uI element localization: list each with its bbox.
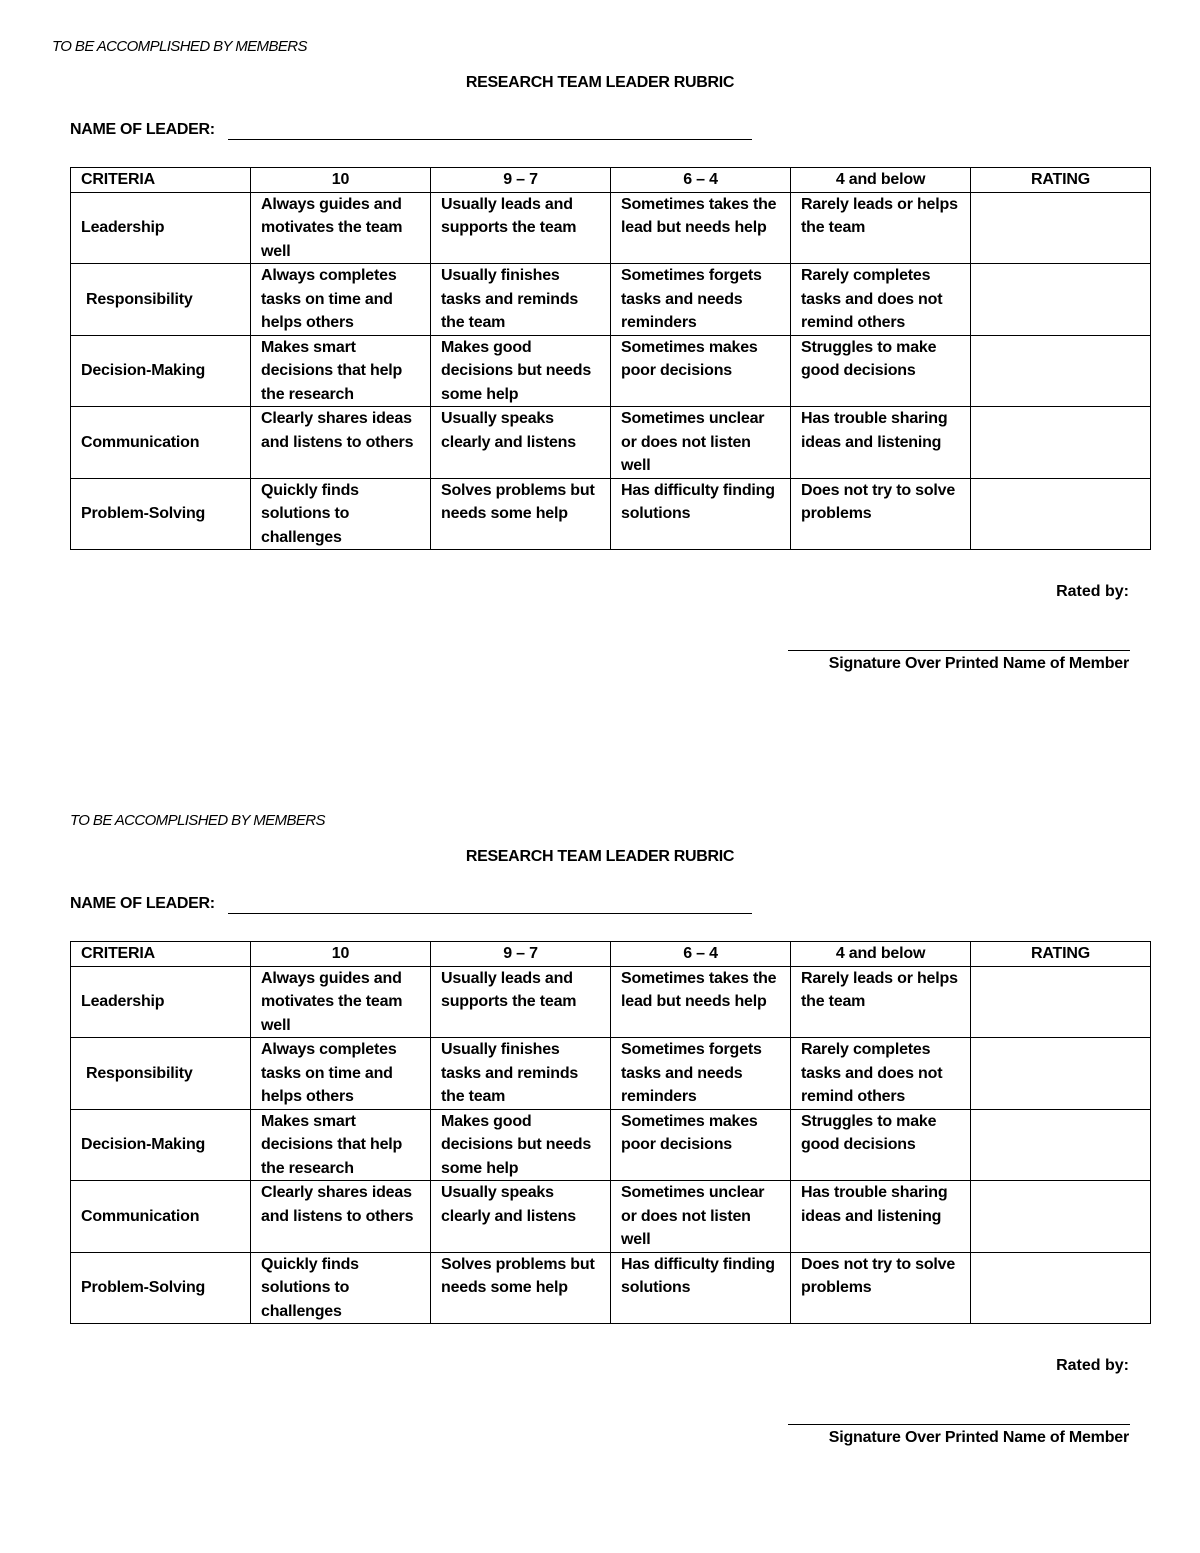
rating-cell[interactable] [971,1181,1151,1253]
table-row [71,407,1151,479]
signature-field[interactable] [788,650,1130,651]
descriptor-cell: Makes good decisions but needs some help [431,1109,611,1181]
descriptor-cell: Rarely leads or helps the team [791,966,971,1038]
descriptor-cell: Sometimes makes poor decisions [611,1109,791,1181]
rating-cell[interactable] [971,335,1151,407]
descriptor-cell: Has trouble sharing ideas and listening [791,407,971,479]
descriptor-cell: Has difficulty finding solutions [611,1252,791,1324]
header-criteria: CRITERIA [71,168,251,193]
descriptor-cell: Always completes tasks on time and helps others [251,264,431,336]
descriptor-cell: Sometimes makes poor decisions [611,335,791,407]
header-score-10: 10 [251,168,431,193]
descriptor-cell: Quickly finds solutions to challenges [251,1252,431,1324]
table-row [71,264,1151,336]
descriptor-cell: Clearly shares ideas and listens to others [251,407,431,479]
header-score-6-4: 6 – 4 [611,942,791,967]
leader-name-field[interactable] [228,139,752,140]
criteria-cell: Communication [71,1181,251,1253]
descriptor-cell: Sometimes forgets tasks and needs reminders [611,1038,791,1110]
rating-cell[interactable] [971,966,1151,1038]
header-score-4-below: 4 and below [791,168,971,193]
table-header-row [71,942,1151,967]
descriptor-cell: Sometimes forgets tasks and needs reminders [611,264,791,336]
instruction-note: TO BE ACCOMPLISHED BY MEMBERS [70,812,325,829]
rating-cell[interactable] [971,1109,1151,1181]
descriptor-cell: Always completes tasks on time and helps others [251,1038,431,1110]
descriptor-cell: Struggles to make good decisions [791,335,971,407]
descriptor-cell: Rarely completes tasks and does not remind others [791,264,971,336]
header-score-4-below: 4 and below [791,942,971,967]
header-score-9-7: 9 – 7 [431,168,611,193]
signature-label: Signature Over Printed Name of Member [828,655,1129,672]
leader-name-label: NAME OF LEADER: [70,121,215,138]
rubric-table [70,167,1151,550]
table-row [71,192,1151,264]
descriptor-cell: Solves problems but needs some help [431,1252,611,1324]
descriptor-cell: Rarely completes tasks and does not remind others [791,1038,971,1110]
descriptor-cell: Clearly shares ideas and listens to others [251,1181,431,1253]
table-row [71,1109,1151,1181]
descriptor-cell: Struggles to make good decisions [791,1109,971,1181]
criteria-cell: Problem-Solving [71,1252,251,1324]
descriptor-cell: Always guides and motivates the team well [251,192,431,264]
criteria-cell: Problem-Solving [71,478,251,550]
rating-cell[interactable] [971,1252,1151,1324]
descriptor-cell: Has difficulty finding solutions [611,478,791,550]
table-row [71,966,1151,1038]
descriptor-cell: Has trouble sharing ideas and listening [791,1181,971,1253]
criteria-cell: Responsibility [71,1038,251,1110]
header-rating: RATING [971,168,1151,193]
criteria-cell: Responsibility [71,264,251,336]
rated-by-label: Rated by: [1056,583,1129,600]
descriptor-cell: Makes smart decisions that help the research [251,1109,431,1181]
criteria-cell: Decision-Making [71,335,251,407]
rating-cell[interactable] [971,407,1151,479]
signature-label: Signature Over Printed Name of Member [828,1429,1129,1446]
descriptor-cell: Always guides and motivates the team well [251,966,431,1038]
descriptor-cell: Quickly finds solutions to challenges [251,478,431,550]
descriptor-cell: Sometimes unclear or does not listen well [611,407,791,479]
table-row [71,1038,1151,1110]
descriptor-cell: Rarely leads or helps the team [791,192,971,264]
descriptor-cell: Makes smart decisions that help the research [251,335,431,407]
criteria-cell: Decision-Making [71,1109,251,1181]
rated-by-label: Rated by: [1056,1357,1129,1374]
leader-name-field[interactable] [228,913,752,914]
rubric-table [70,941,1151,1324]
criteria-cell: Leadership [71,192,251,264]
table-row [71,335,1151,407]
descriptor-cell: Usually leads and supports the team [431,966,611,1038]
descriptor-cell: Usually finishes tasks and reminds the team [431,1038,611,1110]
rubric-form-2 [0,774,1200,1474]
descriptor-cell: Makes good decisions but needs some help [431,335,611,407]
descriptor-cell: Does not try to solve problems [791,478,971,550]
descriptor-cell: Sometimes takes the lead but needs help [611,966,791,1038]
form-title: RESEARCH TEAM LEADER RUBRIC [465,74,735,91]
criteria-cell: Communication [71,407,251,479]
header-score-6-4: 6 – 4 [611,168,791,193]
instruction-note: TO BE ACCOMPLISHED BY MEMBERS [52,38,307,55]
table-row [71,1252,1151,1324]
table-row [71,1181,1151,1253]
header-score-10: 10 [251,942,431,967]
criteria-cell: Leadership [71,966,251,1038]
leader-name-label: NAME OF LEADER: [70,895,215,912]
descriptor-cell: Solves problems but needs some help [431,478,611,550]
descriptor-cell: Sometimes unclear or does not listen well [611,1181,791,1253]
header-criteria: CRITERIA [71,942,251,967]
descriptor-cell: Usually finishes tasks and reminds the team [431,264,611,336]
rating-cell[interactable] [971,1038,1151,1110]
descriptor-cell: Sometimes takes the lead but needs help [611,192,791,264]
table-row [71,478,1151,550]
descriptor-cell: Usually speaks clearly and listens [431,1181,611,1253]
descriptor-cell: Usually speaks clearly and listens [431,407,611,479]
rating-cell[interactable] [971,192,1151,264]
header-rating: RATING [971,942,1151,967]
table-header-row [71,168,1151,193]
descriptor-cell: Usually leads and supports the team [431,192,611,264]
rating-cell[interactable] [971,264,1151,336]
rating-cell[interactable] [971,478,1151,550]
descriptor-cell: Does not try to solve problems [791,1252,971,1324]
form-title: RESEARCH TEAM LEADER RUBRIC [465,848,735,865]
signature-field[interactable] [788,1424,1130,1425]
header-score-9-7: 9 – 7 [431,942,611,967]
rubric-form-1 [0,0,1200,700]
